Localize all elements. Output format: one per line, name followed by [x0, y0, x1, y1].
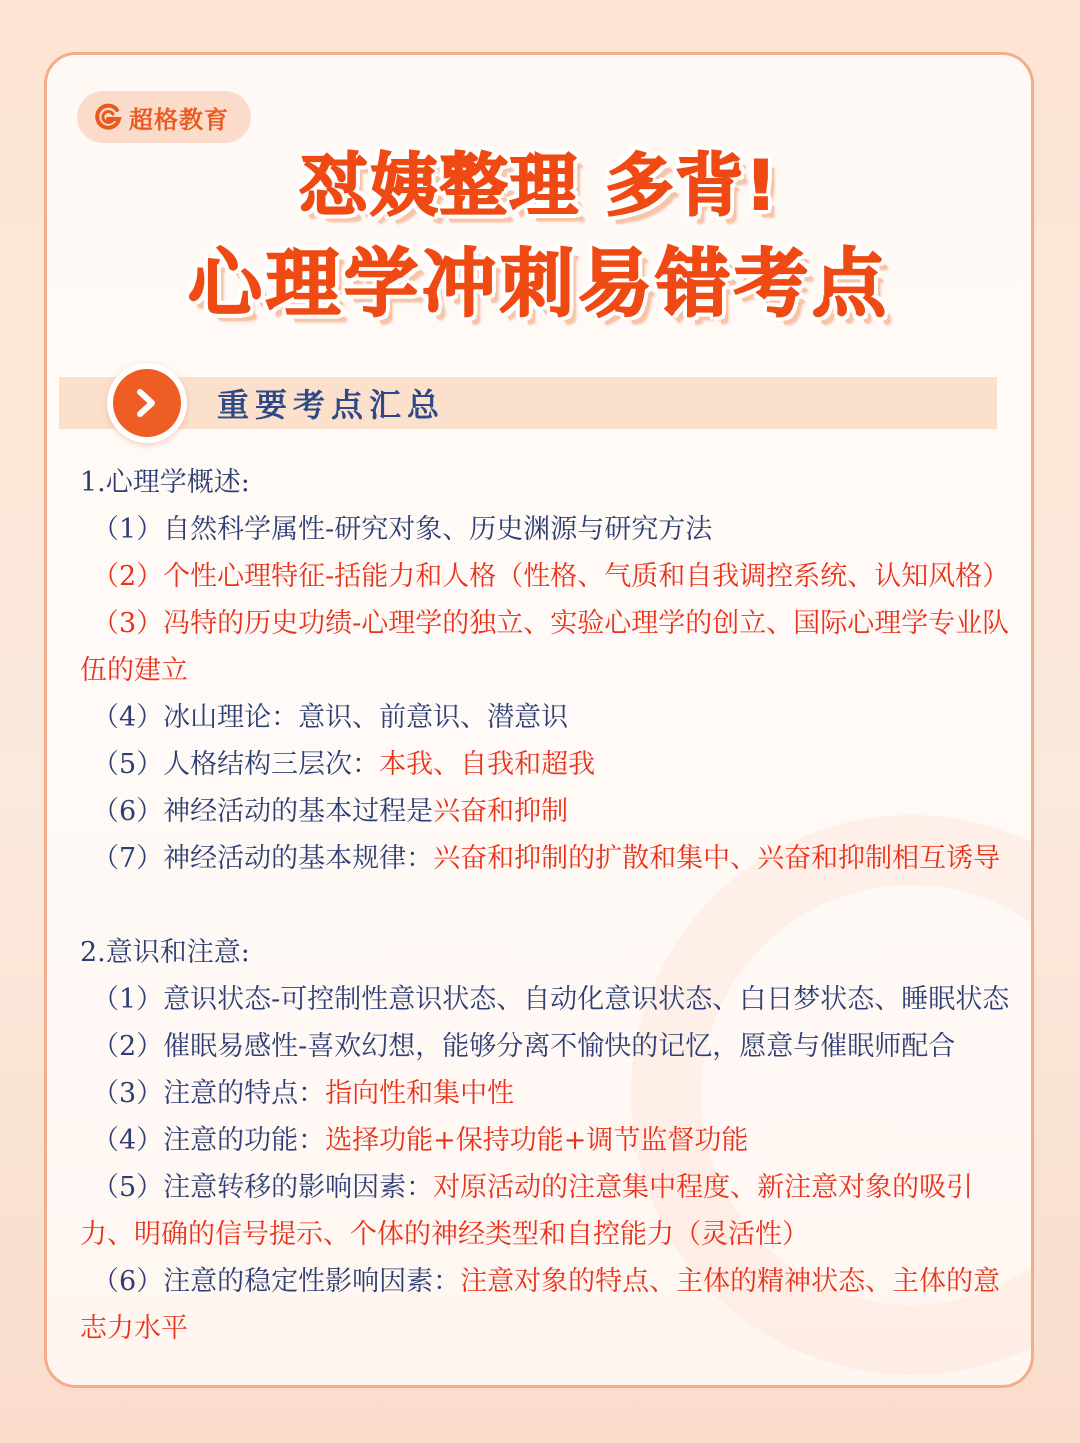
section-title: 重要考点汇总 — [217, 386, 446, 424]
list-item: （4）冰山理论：意识、前意识、潜意识 — [92, 702, 569, 733]
section-badge — [107, 363, 187, 443]
brand-name: 超格教育 — [129, 105, 229, 134]
list-item: （5）人格结构三层次：本我、自我和超我 — [92, 749, 596, 780]
brand-logo — [77, 91, 251, 143]
section-2-heading: 2.意识和注意: — [80, 937, 250, 968]
list-item: （2）个性心理特征-括能力和人格（性格、气质和自我调控系统、认知风格） — [92, 561, 1010, 592]
list-item: （2）催眠易感性-喜欢幻想，能够分离不愉快的记忆，愿意与催眠师配合 — [92, 1031, 956, 1062]
list-item: （1）自然科学属性-研究对象、历史渊源与研究方法 — [92, 514, 713, 545]
list-item: （5）注意转移的影响因素：对原活动的注意集中程度、新注意对象的吸引力、明确的信号提示、个体的神经类型和自控能力（灵活性） — [80, 1172, 974, 1250]
chevron-right-icon — [130, 386, 164, 420]
list-item: （6）注意的稳定性影响因素：注意对象的特点、主体的精神状态、主体的意志力水平 — [80, 1266, 1001, 1344]
list-item: （3）冯特的历史功绩-心理学的独立、实验心理学的创立、国际心理学专业队伍的建立 — [80, 608, 1010, 686]
section-header-band — [59, 377, 997, 429]
title-line-2: 心理学冲刺易错考点 — [188, 241, 890, 327]
list-item: （4）注意的功能：选择功能+保持功能+调节监督功能 — [92, 1125, 749, 1156]
brand-g-icon — [93, 102, 123, 132]
title-line-1: 怼姨整理 多背! — [299, 147, 779, 226]
section-1-heading: 1.心理学概述: — [80, 467, 250, 498]
list-item: （7）神经活动的基本规律：兴奋和抑制的扩散和集中、兴奋和抑制相互诱导 — [92, 843, 1001, 874]
list-item: （3）注意的特点：指向性和集中性 — [92, 1078, 515, 1109]
list-item: （1）意识状态-可控制性意识状态、自动化意识状态、白日梦状态、睡眠状态 — [92, 984, 1010, 1015]
list-item: （6）神经活动的基本过程是兴奋和抑制 — [92, 796, 569, 827]
content-body — [80, 459, 1015, 1352]
content-card — [44, 52, 1034, 1388]
